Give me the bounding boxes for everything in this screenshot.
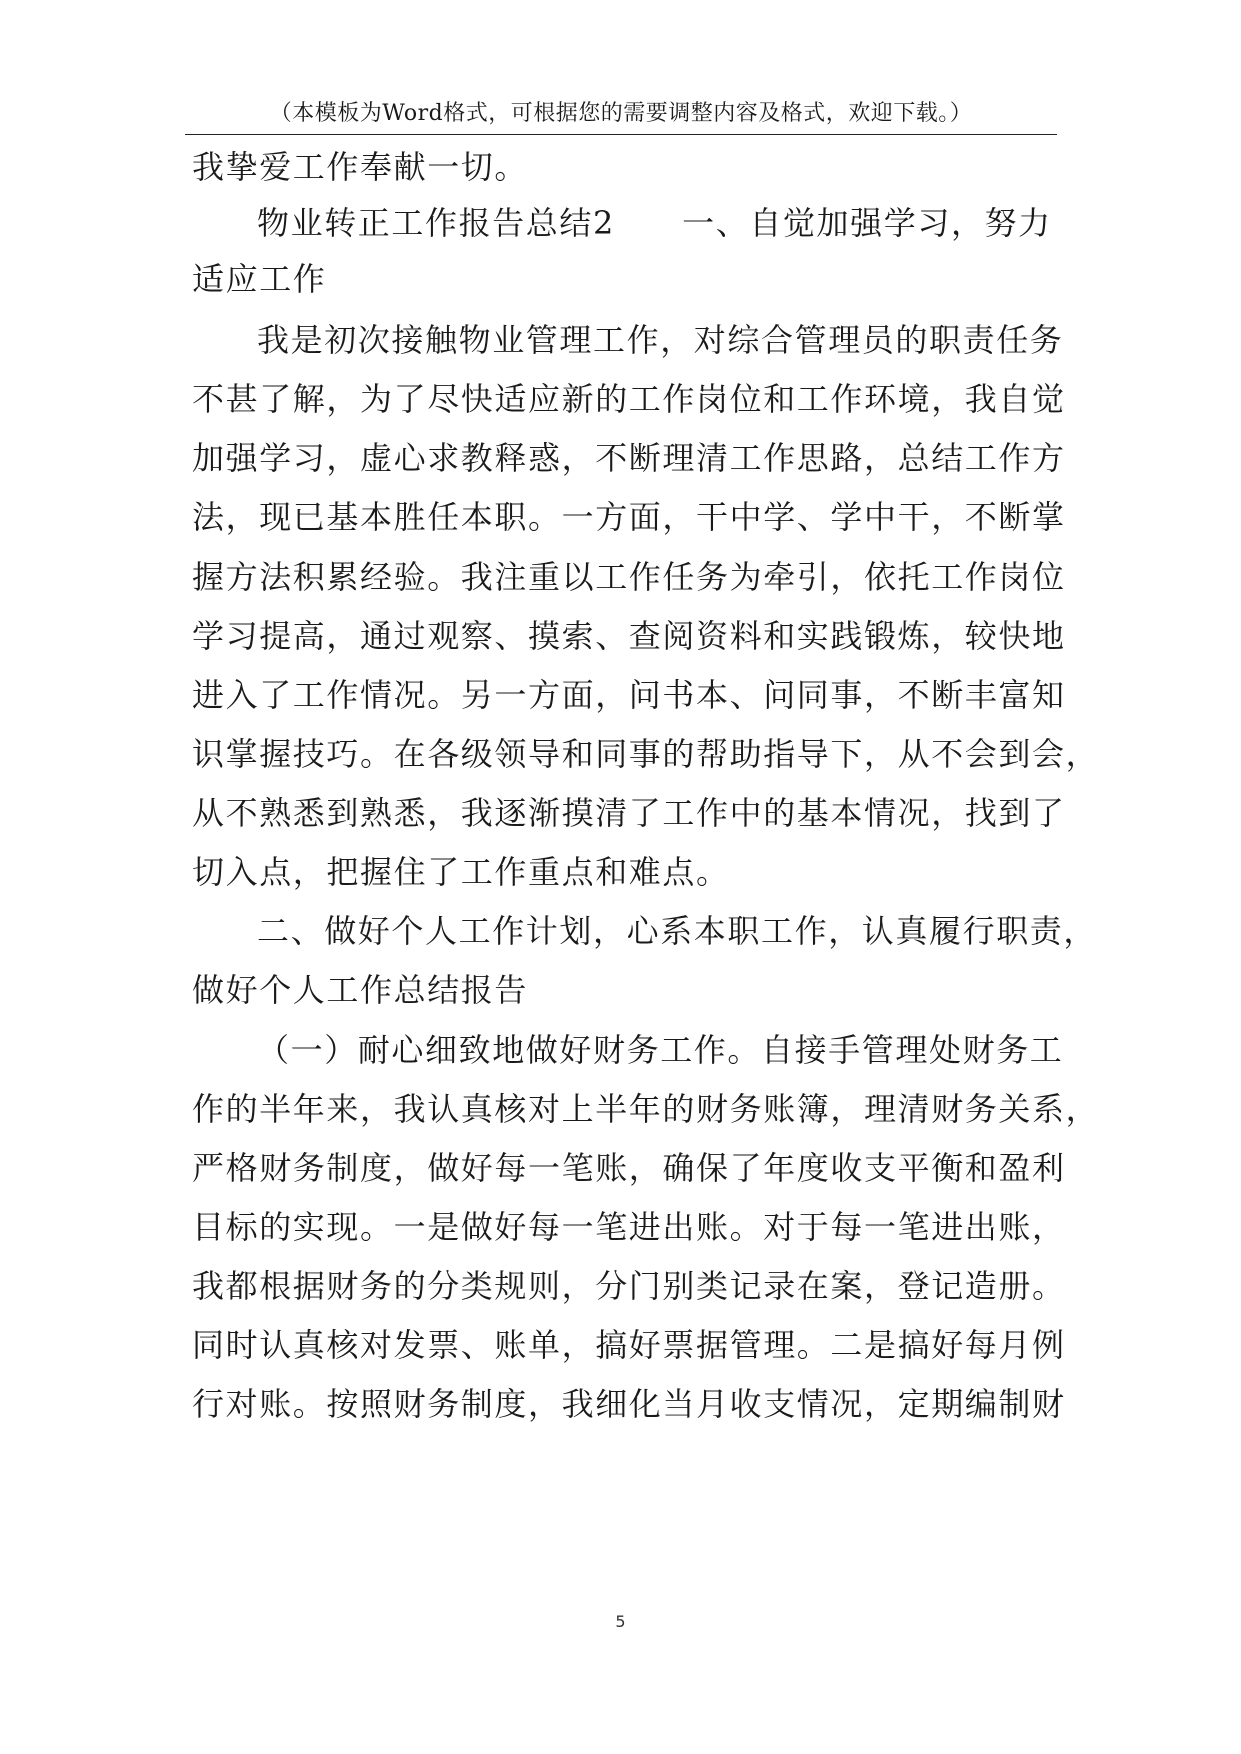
template-notice: （本模板为Word格式，可根据您的需要调整内容及格式，欢迎下载。） xyxy=(269,101,973,126)
text-line: 不甚了解，为了尽快适应新的工作岗位和工作环境，我自觉 xyxy=(192,380,1066,418)
text-line: 进入了工作情况。另一方面，问书本、问同事，不断丰富知 xyxy=(192,676,1066,714)
text-line: 识掌握技巧。在各级领导和同事的帮助指导下，从不会到会， xyxy=(192,735,1100,773)
paragraph-first-line: 我是初次接触物业管理工作，对综合管理员的职责任务 xyxy=(257,321,1064,359)
paragraph-first-line: （一）耐心细致地做好财务工作。自接手管理处财务工 xyxy=(257,1031,1064,1069)
text-line: 做好个人工作总结报告 xyxy=(192,971,529,1009)
header-divider xyxy=(185,134,1057,135)
text-line: 行对账。按照财务制度，我细化当月收支情况，定期编制财 xyxy=(192,1385,1066,1423)
text-line: 从不熟悉到熟悉，我逐渐摸清了工作中的基本情况，找到了 xyxy=(192,794,1066,832)
text-line: 握方法积累经验。我注重以工作任务为牵引，依托工作岗位 xyxy=(192,558,1066,596)
text-line: 目标的实现。一是做好每一笔进出账。对于每一笔进出账， xyxy=(192,1208,1066,1246)
text-line: 同时认真核对发票、账单，搞好票据管理。二是搞好每月例 xyxy=(192,1326,1066,1364)
section-heading-line: 二、做好个人工作计划，心系本职工作，认真履行职责， xyxy=(257,912,1098,950)
text-line: 我都根据财务的分类规则，分门别类记录在案，登记造册。 xyxy=(192,1267,1066,1305)
text-line: 切入点，把握住了工作重点和难点。 xyxy=(192,853,730,891)
text-line: 学习提高，通过观察、摸索、查阅资料和实践锻炼，较快地 xyxy=(192,617,1066,655)
page-number: 5 xyxy=(615,1612,626,1631)
section-heading-line: 物业转正工作报告总结2 一、自觉加强学习，努力 xyxy=(257,204,1052,242)
text-line: 加强学习，虚心求教释惑，不断理清工作思路，总结工作方 xyxy=(192,439,1066,477)
text-line: 我挚爱工作奉献一切。 xyxy=(192,148,529,186)
text-line: 严格财务制度，做好每一笔账，确保了年度收支平衡和盈利 xyxy=(192,1149,1066,1187)
text-line: 适应工作 xyxy=(192,260,327,298)
text-line: 作的半年来，我认真核对上半年的财务账簿，理清财务关系， xyxy=(192,1090,1100,1128)
text-line: 法，现已基本胜任本职。一方面，干中学、学中干，不断掌 xyxy=(192,498,1066,536)
